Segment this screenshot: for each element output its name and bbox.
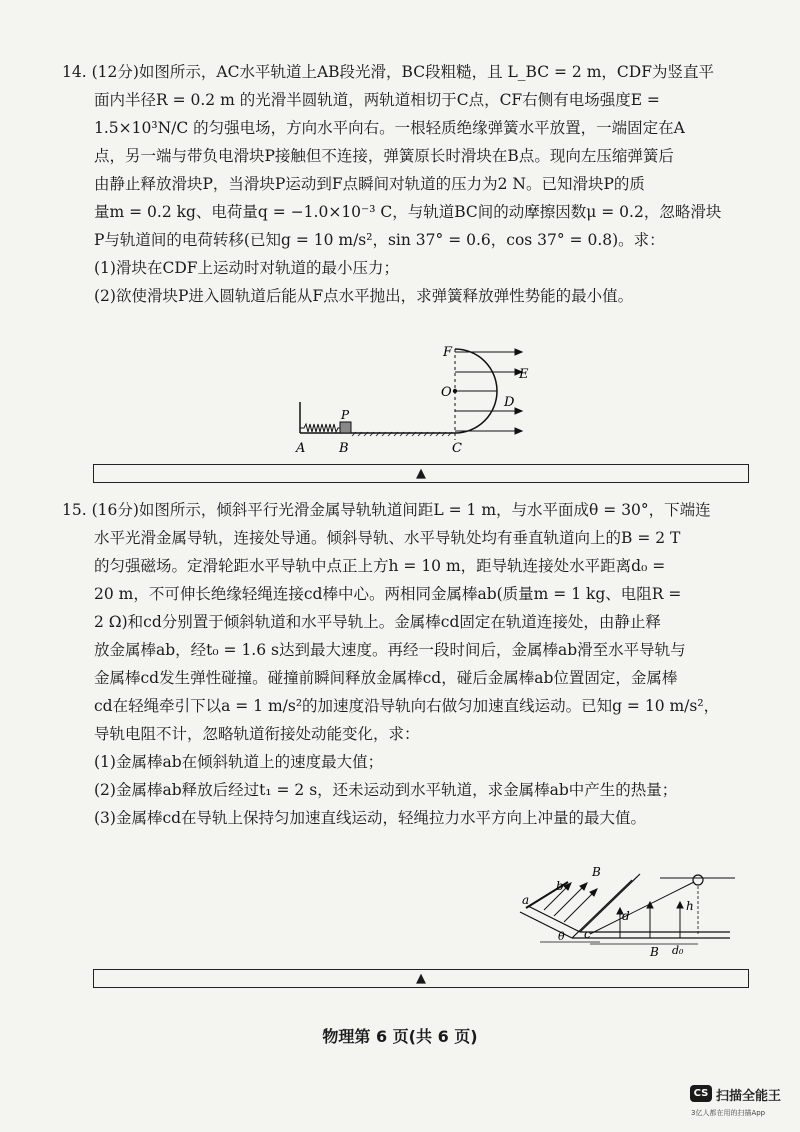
q14-sub-1: (1)滑块在CDF上运动时对轨道的最小压力； [94, 259, 399, 277]
q15-line-5: 2 Ω)和cd分别置于倾斜轨道和水平导轨上。金属棒cd固定在轨道连接处，由静止释 [94, 613, 661, 631]
page-footer: 物理第 6 页(共 6 页) [322, 1027, 478, 1046]
camscanner-tagline: 3亿人都在用的扫描App [691, 1109, 766, 1117]
q15-figure [500, 862, 740, 962]
q15-line-7: 金属棒cd发生弹性碰撞。碰撞前瞬间释放金属棒cd，碰后金属棒ab位置固定，金属棒 [94, 669, 678, 687]
q14-line-3: 1.5×10³N/C 的匀强电场，方向水平向右。一根轻质绝缘弹簧水平放置，一端固定在A [94, 119, 685, 137]
spring [300, 424, 340, 432]
q14-line-6: 量m = 0.2 kg、电荷量q = −1.0×10⁻³ C，与轨道BC间的动摩擦因数μ = 0.2，忽略滑块 [94, 203, 722, 221]
label-b: b [556, 879, 564, 893]
triangle-marker-icon: ▲ [416, 971, 426, 986]
label-d: d [622, 909, 630, 923]
question-15 [62, 496, 742, 832]
slider-block-p [340, 422, 351, 433]
q14-figure [290, 340, 530, 460]
q15-line-4: 20 m，不可伸长绝缘轻绳连接cd棒中心。两相同金属棒ab(质量m = 1 kg、电阻R = [94, 585, 682, 603]
label-c: C [452, 441, 462, 456]
q15-sub-1: (1)金属棒ab在倾斜轨道上的速度最大值； [94, 753, 384, 771]
q15-line-3: 的匀强磁场。定滑轮距水平导轨中点正上方h = 10 m，距导轨连接处水平距离d₀ = [94, 557, 666, 575]
q15-sub-3: (3)金属棒cd在导轨上保持匀加速直线运动，轻绳拉力水平方向上冲量的最大值。 [94, 809, 647, 827]
q14-line-1: 14. (12分)如图所示，AC水平轨道上AB段光滑，BC段粗糙，且 L_BC = 2 m，CDF为竖直平 [62, 63, 714, 81]
label-theta: θ [558, 930, 565, 943]
label-a: a [522, 893, 530, 907]
magnetic-field-arrows [544, 883, 683, 938]
incline-rail-right-2 [580, 874, 640, 932]
label-d0: d₀ [672, 944, 684, 957]
triangle-marker-icon: ▲ [416, 466, 426, 481]
label-d: D [504, 395, 515, 410]
answer-box-15[interactable] [93, 969, 749, 988]
q14-sub-2: (2)欲使滑块P进入圆轨道后能从F点水平抛出，求弹簧释放弹性势能的最小值。 [94, 287, 634, 305]
q15-line-6: 放金属棒ab，经t₀ = 1.6 s达到最大速度。再经一段时间后，金属棒ab滑至水平导轨与 [94, 641, 686, 659]
label-field-b-bottom: B [650, 945, 659, 959]
label-a: A [296, 441, 306, 456]
label-o: O [441, 385, 452, 400]
q15-sub-2: (2)金属棒ab释放后经过t₁ = 2 s，还未运动到水平轨道，求金属棒ab中产生的热量； [94, 781, 678, 799]
q15-line-9: 导轨电阻不计，忽略轨道衔接处动能变化，求： [94, 725, 420, 743]
q15-line-1: 15. (16分)如图所示，倾斜平行光滑金属导轨轨道间距L = 1 m，与水平面成θ = 30°，下端连 [62, 501, 711, 519]
q14-line-7: P与轨道间的电荷转移(已知g = 10 m/s²，sin 37° = 0.6，cos 37° = 0.8)。求： [94, 231, 665, 249]
label-f: F [443, 345, 453, 360]
label-c: c [584, 927, 591, 941]
question-14 [62, 58, 742, 310]
answer-box-14[interactable] [93, 464, 749, 483]
q14-line-5: 由静止释放滑块P，当滑块P运动到F点瞬间对轨道的压力为2 N。已知滑块P的质 [94, 175, 645, 193]
q14-line-2: 面内半径R = 0.2 m 的光滑半圆轨道，两轨道相切于C点，CF右侧有电场强度E = [94, 91, 660, 109]
q14-line-4: 点，另一端与带负电滑块P接触但不连接，弹簧原长时滑块在B点。现向左压缩弹簧后 [94, 147, 674, 165]
incline-rail-left-2 [528, 906, 580, 932]
q15-line-2: 水平光滑金属导轨，连接处导通。倾斜导轨、水平导轨处均有垂直轨道向上的B = 2 T [94, 529, 681, 547]
label-b: B [339, 441, 349, 456]
label-field-b-top: B [592, 865, 601, 879]
pulley-icon [693, 875, 703, 885]
label-e: E [519, 367, 529, 382]
camscanner-name: 扫描全能王 [716, 1089, 782, 1104]
camscanner-logo: CS [690, 1085, 712, 1102]
label-p: P [341, 408, 350, 422]
q15-line-8: cd在轻绳牵引下以a = 1 m/s²的加速度沿导轨向右做匀加速直线运动。已知g = 10 m/s²， [94, 697, 720, 715]
label-h: h [686, 899, 694, 913]
